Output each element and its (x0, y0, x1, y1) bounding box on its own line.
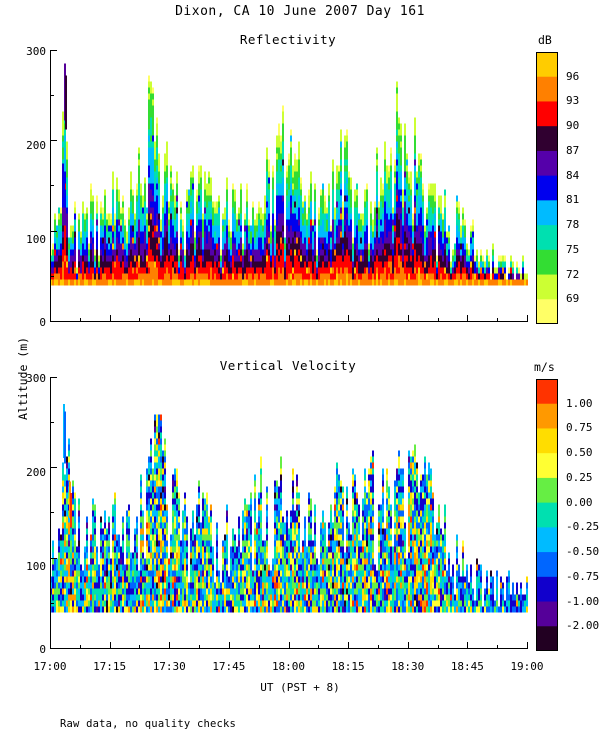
colorbar-tick-label: 69 (566, 292, 580, 306)
colorbar-tick-label: 81 (566, 193, 580, 207)
colorbar-tick-label: 90 (566, 119, 580, 133)
figure-title: Dixon, CA 10 June 2007 Day 161 (175, 4, 425, 19)
xtick-label: 17:30 (152, 660, 186, 673)
colorbar-tick-label: 75 (566, 242, 580, 256)
xtick-label: 18:30 (391, 660, 425, 673)
ytick-0-bottom: 0 (39, 643, 46, 656)
xtick-label: 18:15 (331, 660, 365, 673)
colorbar-reflectivity (536, 52, 558, 324)
colorbar-tick-label: 72 (566, 267, 580, 281)
colorbar-tick-label: 84 (566, 168, 580, 182)
ytick-300-bottom: 300 (26, 372, 46, 385)
ytick-300-top: 300 (26, 45, 46, 58)
colorbar-tick-label: 78 (566, 218, 580, 232)
colorbar-tick-label: -1.00 (566, 594, 600, 608)
colorbar-velocity-labels (560, 379, 600, 651)
ytick-200-top: 200 (26, 139, 46, 152)
colorbar-tick-label: 87 (566, 143, 580, 157)
colorbar-tick-label: 96 (566, 69, 580, 83)
xtick-label: 19:00 (510, 660, 544, 673)
colorbar-tick-label: 0.00 (566, 495, 593, 509)
xtick-label: 18:00 (271, 660, 306, 673)
footnote: Raw data, no quality checks (60, 718, 237, 730)
xtick-label: 18:45 (450, 660, 484, 673)
colorbar-tick-label: -2.00 (566, 619, 600, 633)
colorbar-tick-label: 0.75 (566, 421, 593, 435)
vertical-velocity-plot (50, 377, 528, 657)
colorbar-title-db: dB (538, 33, 552, 47)
colorbar-velocity (536, 379, 558, 651)
y-axis-label: Altitude (m) (16, 336, 30, 420)
ytick-200-bottom: 200 (26, 466, 46, 479)
panel-title-vertical-velocity: Vertical Velocity (219, 358, 357, 373)
xtick-label: 17:45 (212, 660, 246, 673)
colorbar-tick-label: -0.25 (566, 520, 600, 534)
panel-title-reflectivity: Reflectivity (239, 32, 337, 47)
ytick-100-top: 100 (26, 233, 46, 246)
xtick-label: 17:00 (33, 660, 67, 673)
colorbar-title-ms: m/s (534, 360, 555, 374)
ytick-0-top: 0 (39, 316, 46, 329)
colorbar-tick-label: 0.50 (566, 446, 593, 460)
ytick-100-bottom: 100 (26, 560, 46, 573)
x-axis-label: UT (PST + 8) (260, 681, 340, 694)
colorbar-reflectivity-labels (560, 52, 600, 324)
colorbar-tick-label: -0.50 (566, 545, 600, 559)
reflectivity-plot (50, 50, 528, 330)
colorbar-tick-label: 93 (566, 94, 580, 108)
x-tick-labels (0, 660, 600, 678)
colorbar-tick-label: 1.00 (566, 396, 593, 410)
colorbar-tick-label: -0.75 (566, 569, 600, 583)
colorbar-tick-label: 0.25 (566, 470, 593, 484)
xtick-label: 17:15 (93, 660, 127, 673)
